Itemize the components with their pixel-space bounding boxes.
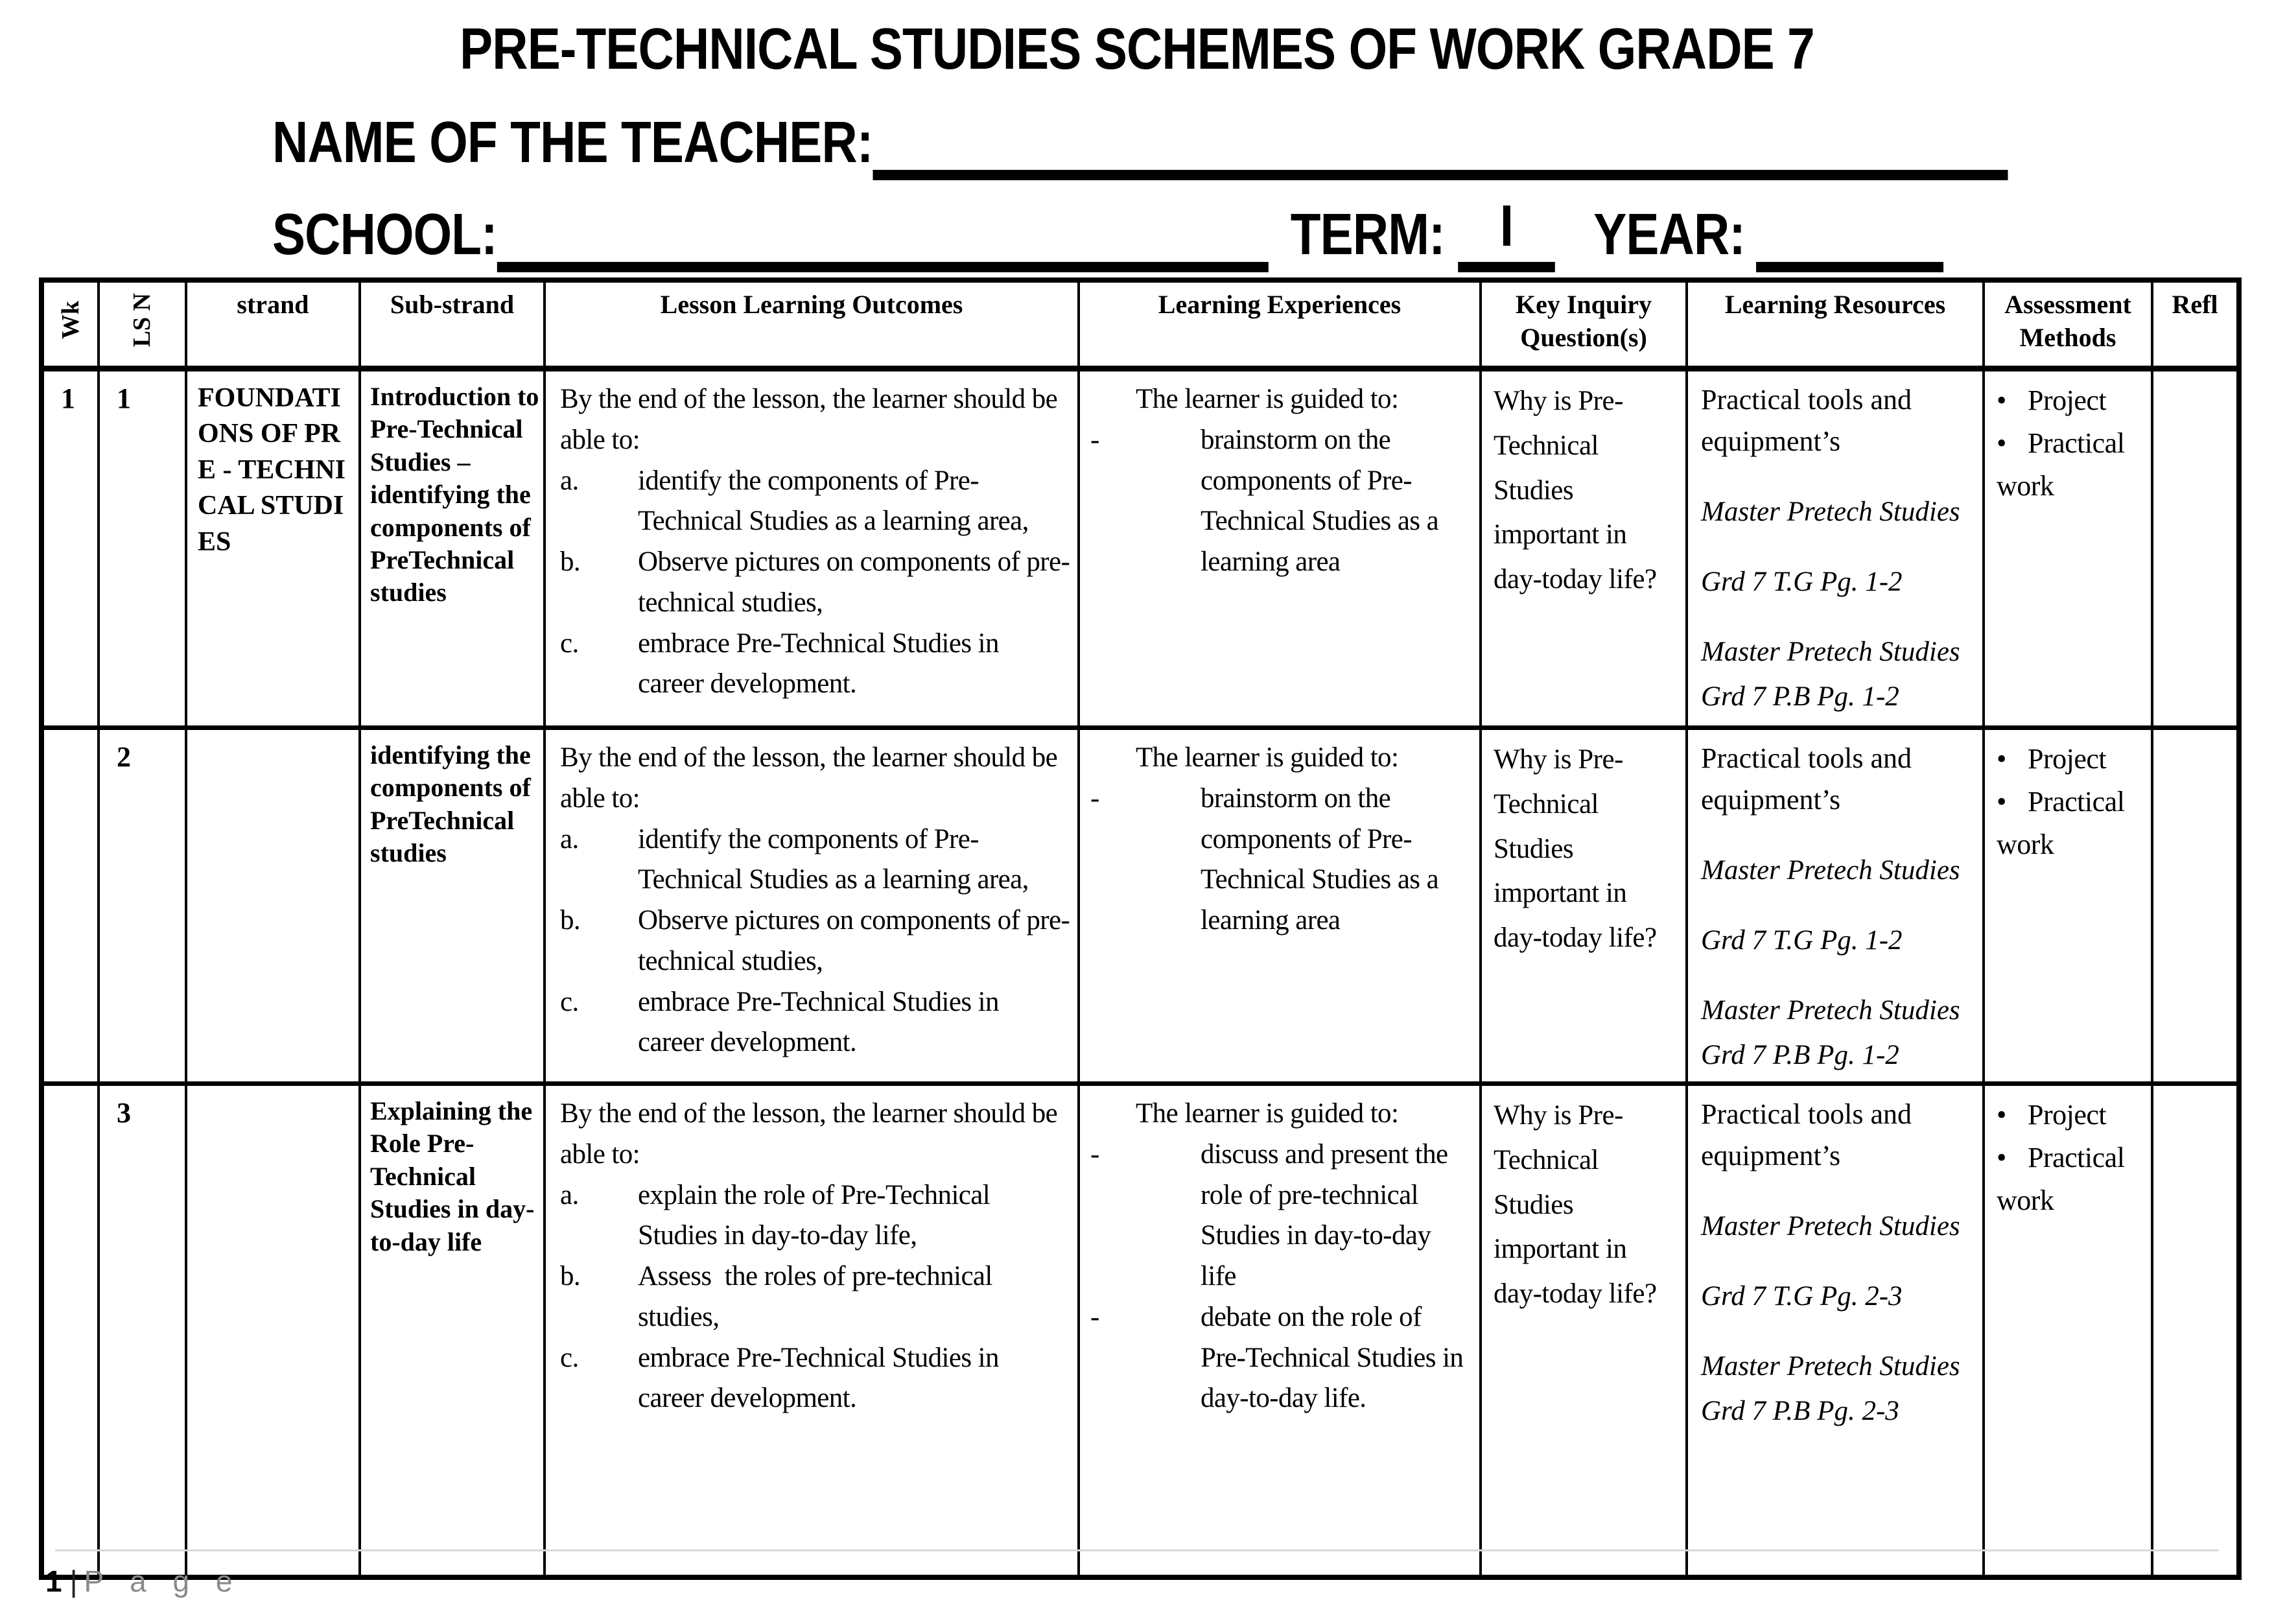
resource-line: Master Pretech Studies [1701, 637, 1960, 668]
cell-week [41, 1084, 99, 1578]
experience-item: - debate on the role of Pre-Technical Studies in day-to-day life. [1086, 1297, 1470, 1419]
column-header-experiences: Learning Experiences [1079, 280, 1481, 369]
cell-learning-experiences [1079, 369, 1481, 728]
dot-bullet: • [1997, 427, 2006, 459]
dot-bullet: • [1997, 786, 2006, 818]
outcome-item: c. embrace Pre-Technical Studies in career development. [560, 1342, 1006, 1414]
cell-sub-strand: identifying the components of PreTechnical studies [360, 728, 545, 1084]
cell-lesson-number: 3 [99, 1084, 186, 1578]
table-row [41, 728, 2239, 1084]
dot-bullet: • [1997, 743, 2006, 775]
table-row [41, 369, 2239, 728]
year-label: YEAR: [1593, 202, 1746, 267]
column-header-sub-strand: Sub-strand [360, 280, 545, 369]
column-header-key-inquiry: Key Inquiry Question(s) [1481, 280, 1687, 369]
dash-bullet: - [1090, 783, 1099, 814]
dot-bullet: • [1997, 384, 2006, 416]
cell-strand [186, 1084, 360, 1578]
cell-reflection [2152, 728, 2239, 1084]
cell-learning-resources [1687, 369, 1984, 728]
cell-lesson-outcomes [545, 728, 1079, 1084]
column-header-resources: Learning Resources [1687, 280, 1984, 369]
resource-line: Grd 7 P.B Pg. 1-2 [1701, 681, 1899, 712]
footer-divider [55, 1549, 2218, 1551]
cell-lesson-outcomes [545, 369, 1079, 728]
cell-week [41, 728, 99, 1084]
assessment-item: • Practical work [1997, 422, 2148, 508]
school-label: SCHOOL: [272, 202, 497, 267]
dot-bullet: • [1997, 1142, 2006, 1173]
experience-item: - brainstorm on the components of Pre-Technical Studies as a learning area [1086, 779, 1470, 941]
table-header-row [41, 280, 2239, 369]
cell-assessment-methods [1984, 728, 2152, 1084]
cell-strand [186, 728, 360, 1084]
outcomes-intro: By the end of the lesson, the learner should be able to: [560, 1098, 1058, 1170]
teacher-name-underline [873, 163, 2008, 180]
resource-line: Grd 7 P.B Pg. 1-2 [1701, 1039, 1899, 1070]
year-underline [1756, 255, 1943, 272]
cell-sub-strand: Introduction to Pre-Technical Studies – identifying the components of PreTechnical studies [360, 369, 545, 728]
column-header-week: Wk [41, 280, 99, 369]
resource-line: Grd 7 T.G Pg. 1-2 [1701, 566, 1903, 597]
resource-line: Practical tools and equipment’s [1701, 1098, 1912, 1171]
scheme-of-work-table [39, 277, 2242, 1580]
footer-separator: | [69, 1564, 78, 1598]
cell-week: 1 [41, 369, 99, 728]
cell-assessment-methods [1984, 1084, 2152, 1578]
assessment-item: • Project [1997, 738, 2148, 781]
resource-line: Master Pretech Studies [1701, 854, 1960, 886]
footer-page-word: P a g e [84, 1564, 242, 1598]
cell-lesson-number: 1 [99, 369, 186, 728]
page-title: PRE-TECHNICAL STUDIES SCHEMES OF WORK GRADE 7 [460, 17, 1814, 82]
cell-key-inquiry: Why is Pre-Technical Studies important in day-today life? [1481, 728, 1687, 1084]
resource-line: Grd 7 T.G Pg. 1-2 [1701, 924, 1903, 956]
assessment-item: • Practical work [1997, 781, 2148, 866]
school-underline [497, 255, 1269, 272]
cell-reflection [2152, 369, 2239, 728]
experience-item: - brainstorm on the components of Pre-Technical Studies as a learning area [1086, 420, 1470, 583]
resource-line: Master Pretech Studies [1701, 496, 1960, 527]
column-header-outcomes: Lesson Learning Outcomes [545, 280, 1079, 369]
term-value: I [1499, 194, 1514, 259]
outcome-item: b. Observe pictures on components of pre-technical studies, [560, 905, 1070, 976]
outcome-item: c. embrace Pre-Technical Studies in career development. [560, 986, 1006, 1058]
assessment-item: • Project [1997, 379, 2148, 422]
column-header-lesson-number: LS N [99, 280, 186, 369]
outcome-item: a. explain the role of Pre-Technical Studies in day-to-day life, [560, 1179, 997, 1251]
dash-bullet: - [1090, 1301, 1099, 1332]
column-header-assessment: Assessment Methods [1984, 280, 2152, 369]
outcome-item: b. Assess the roles of pre-technical studies, [560, 1261, 999, 1332]
cell-learning-resources [1687, 728, 1984, 1084]
cell-key-inquiry: Why is Pre-Technical Studies important in day-today life? [1481, 1084, 1687, 1578]
dash-bullet: - [1090, 424, 1099, 455]
resource-line: Grd 7 T.G Pg. 2-3 [1701, 1280, 1903, 1312]
assessment-item: • Project [1997, 1094, 2148, 1136]
cell-key-inquiry: Why is Pre-Technical Studies important in day-today life? [1481, 369, 1687, 728]
resource-line: Practical tools and equipment’s [1701, 384, 1912, 457]
resource-line: Practical tools and equipment’s [1701, 742, 1912, 816]
experiences-intro: The learner is guided to: [1136, 1098, 1399, 1129]
page-footer [45, 1564, 242, 1599]
cell-assessment-methods [1984, 369, 2152, 728]
outcome-item: a. identify the components of Pre-Technical Studies as a learning area, [560, 823, 1029, 895]
cell-lesson-number: 2 [99, 728, 186, 1084]
column-header-reflection: Refl [2152, 280, 2239, 369]
cell-lesson-outcomes [545, 1084, 1079, 1578]
teacher-name-label: NAME OF THE TEACHER: [272, 110, 873, 175]
outcome-item: c. embrace Pre-Technical Studies in career development. [560, 628, 1006, 700]
outcomes-intro: By the end of the lesson, the learner should be able to: [560, 742, 1058, 814]
resource-line: Grd 7 P.B Pg. 2-3 [1701, 1395, 1899, 1426]
cell-learning-experiences [1079, 728, 1481, 1084]
term-label: TERM: [1290, 202, 1445, 267]
page-number: 1 [45, 1564, 62, 1598]
assessment-item: • Practical work [1997, 1136, 2148, 1222]
dot-bullet: • [1997, 1099, 2006, 1131]
dash-bullet: - [1090, 1138, 1099, 1170]
term-underline [1458, 194, 1555, 272]
experience-item: - discuss and present the role of pre-technical Studies in day-to-day life [1086, 1135, 1470, 1297]
experiences-intro: The learner is guided to: [1136, 742, 1399, 773]
outcome-item: a. identify the components of Pre-Technical Studies as a learning area, [560, 465, 1029, 537]
table-row [41, 1084, 2239, 1578]
resource-line: Master Pretech Studies [1701, 1351, 1960, 1382]
school-term-year-line [272, 194, 1974, 272]
cell-sub-strand: Explaining the Role Pre-Technical Studies in day-to-day life [360, 1084, 545, 1578]
cell-learning-experiences [1079, 1084, 1481, 1578]
resource-line: Master Pretech Studies [1701, 995, 1960, 1026]
cell-strand: FOUNDATIONS OF PRE - TECHNICAL STUDIES [186, 369, 360, 728]
outcomes-intro: By the end of the lesson, the learner should be able to: [560, 384, 1058, 455]
resource-line: Master Pretech Studies [1701, 1210, 1960, 1242]
column-header-strand: strand [186, 280, 360, 369]
teacher-name-line [272, 109, 1974, 180]
cell-reflection [2152, 1084, 2239, 1578]
outcome-item: b. Observe pictures on components of pre-technical studies, [560, 547, 1070, 618]
experiences-intro: The learner is guided to: [1136, 384, 1399, 414]
cell-learning-resources [1687, 1084, 1984, 1578]
